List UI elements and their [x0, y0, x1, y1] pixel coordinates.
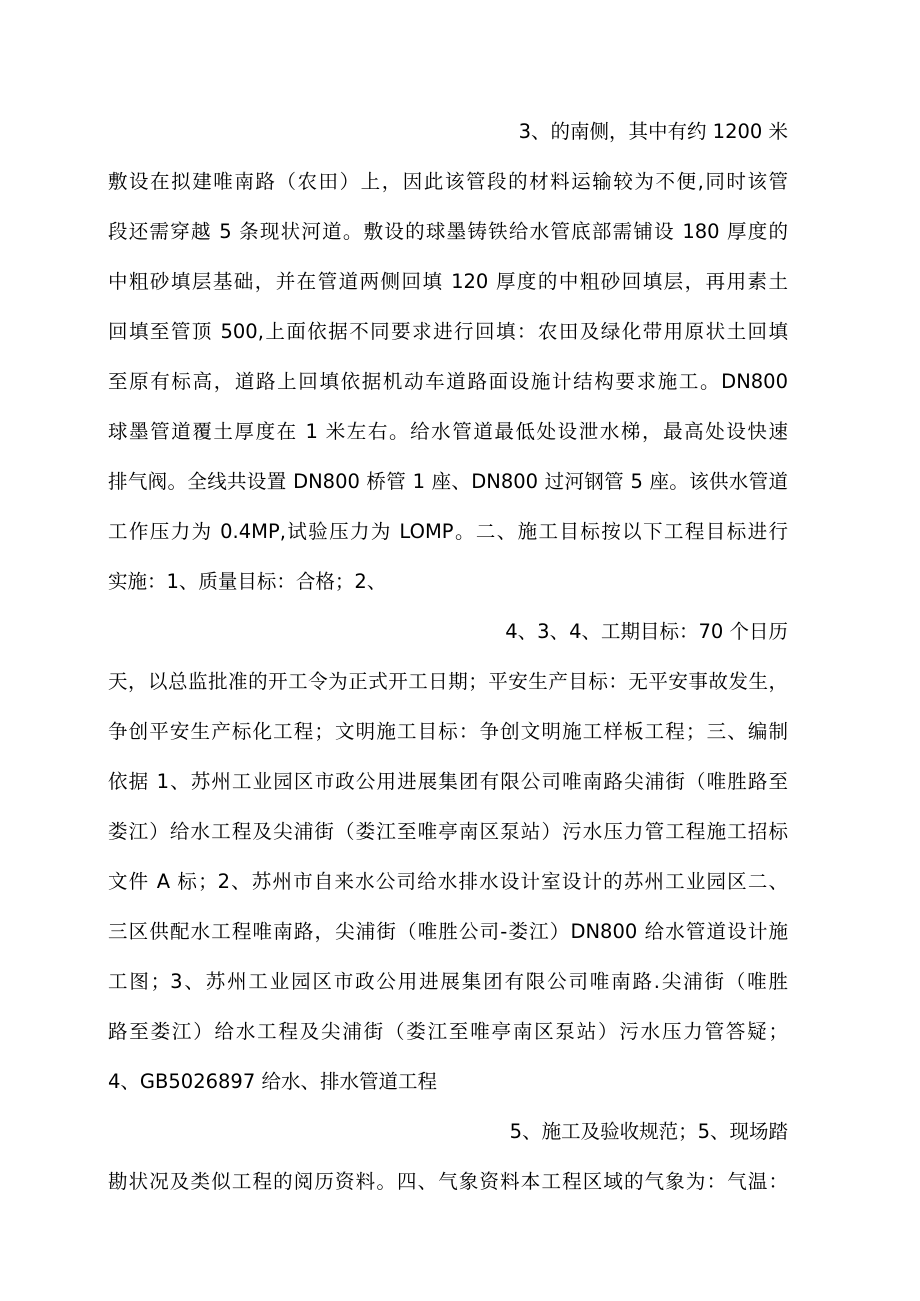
text-line-20: 4、GB5026897 给水、排水管道工程 — [108, 1070, 437, 1093]
text-line-17: 三区供配水工程唯南路，尖浦街（唯胜公司-娄江）DN800 给水管道设计施 — [108, 920, 788, 943]
text-line-9: 工作压力为 0.4MP,试验压力为 LOMP。二、施工目标按以下工程目标进行 — [108, 520, 788, 543]
text-line-11: 4、3、4、工期目标：70 个日历 — [505, 620, 788, 643]
text-line-22: 勘状况及类似工程的阅历资料。四、气象资料本工程区域的气象为：气温： — [108, 1170, 788, 1193]
text-line-14: 依据 1、苏州工业园区市政公用进展集团有限公司唯南路尖浦街（唯胜路至 — [108, 770, 788, 793]
text-line-16: 文件 A 标；2、苏州市自来水公司给水排水设计室设计的苏州工业园区二、 — [108, 870, 788, 893]
text-line-10: 实施：1、质量目标：合格；2、 — [108, 570, 387, 593]
text-line-21: 5、施工及验收规范；5、现场踏 — [509, 1120, 788, 1143]
text-line-15: 娄江）给水工程及尖浦街（娄江至唯亭南区泵站）污水压力管工程施工招标 — [108, 820, 788, 843]
text-line-7: 球墨管道覆土厚度在 1 米左右。给水管道最低处设泄水梯，最高处设快速 — [108, 420, 788, 443]
text-line-13: 争创平安生产标化工程；文明施工目标：争创文明施工样板工程；三、编制 — [108, 720, 788, 743]
text-line-4: 中粗砂填层基础，并在管道两侧回填 120 厚度的中粗砂回填层，再用素土 — [108, 270, 788, 293]
text-line-12: 天，以总监批准的开工令为正式开工日期；平安生产目标：无平安事故发生， — [108, 670, 788, 693]
text-line-2: 敷设在拟建唯南路（农田）上，因此该管段的材料运输较为不便,同时该管 — [108, 170, 788, 193]
text-line-6: 至原有标高，道路上回填依据机动车道路面设施计结构要求施工。DN800 — [108, 370, 788, 393]
text-line-1: 3、的南侧，其中有约 1200 米 — [518, 120, 788, 143]
text-line-19: 路至娄江）给水工程及尖浦街（娄江至唯亭南区泵站）污水压力管答疑； — [108, 1020, 788, 1043]
text-line-18: 工图；3、苏州工业园区市政公用进展集团有限公司唯南路.尖浦街（唯胜 — [108, 970, 788, 993]
text-line-8: 排气阀。全线共设置 DN800 桥管 1 座、DN800 过河钢管 5 座。该供水管道 — [108, 470, 788, 493]
text-line-3: 段还需穿越 5 条现状河道。敷设的球墨铸铁给水管底部需铺设 180 厚度的 — [108, 220, 788, 243]
text-line-5: 回填至管顶 500,上面依据不同要求进行回填：农田及绿化带用原状土回填 — [108, 320, 788, 343]
